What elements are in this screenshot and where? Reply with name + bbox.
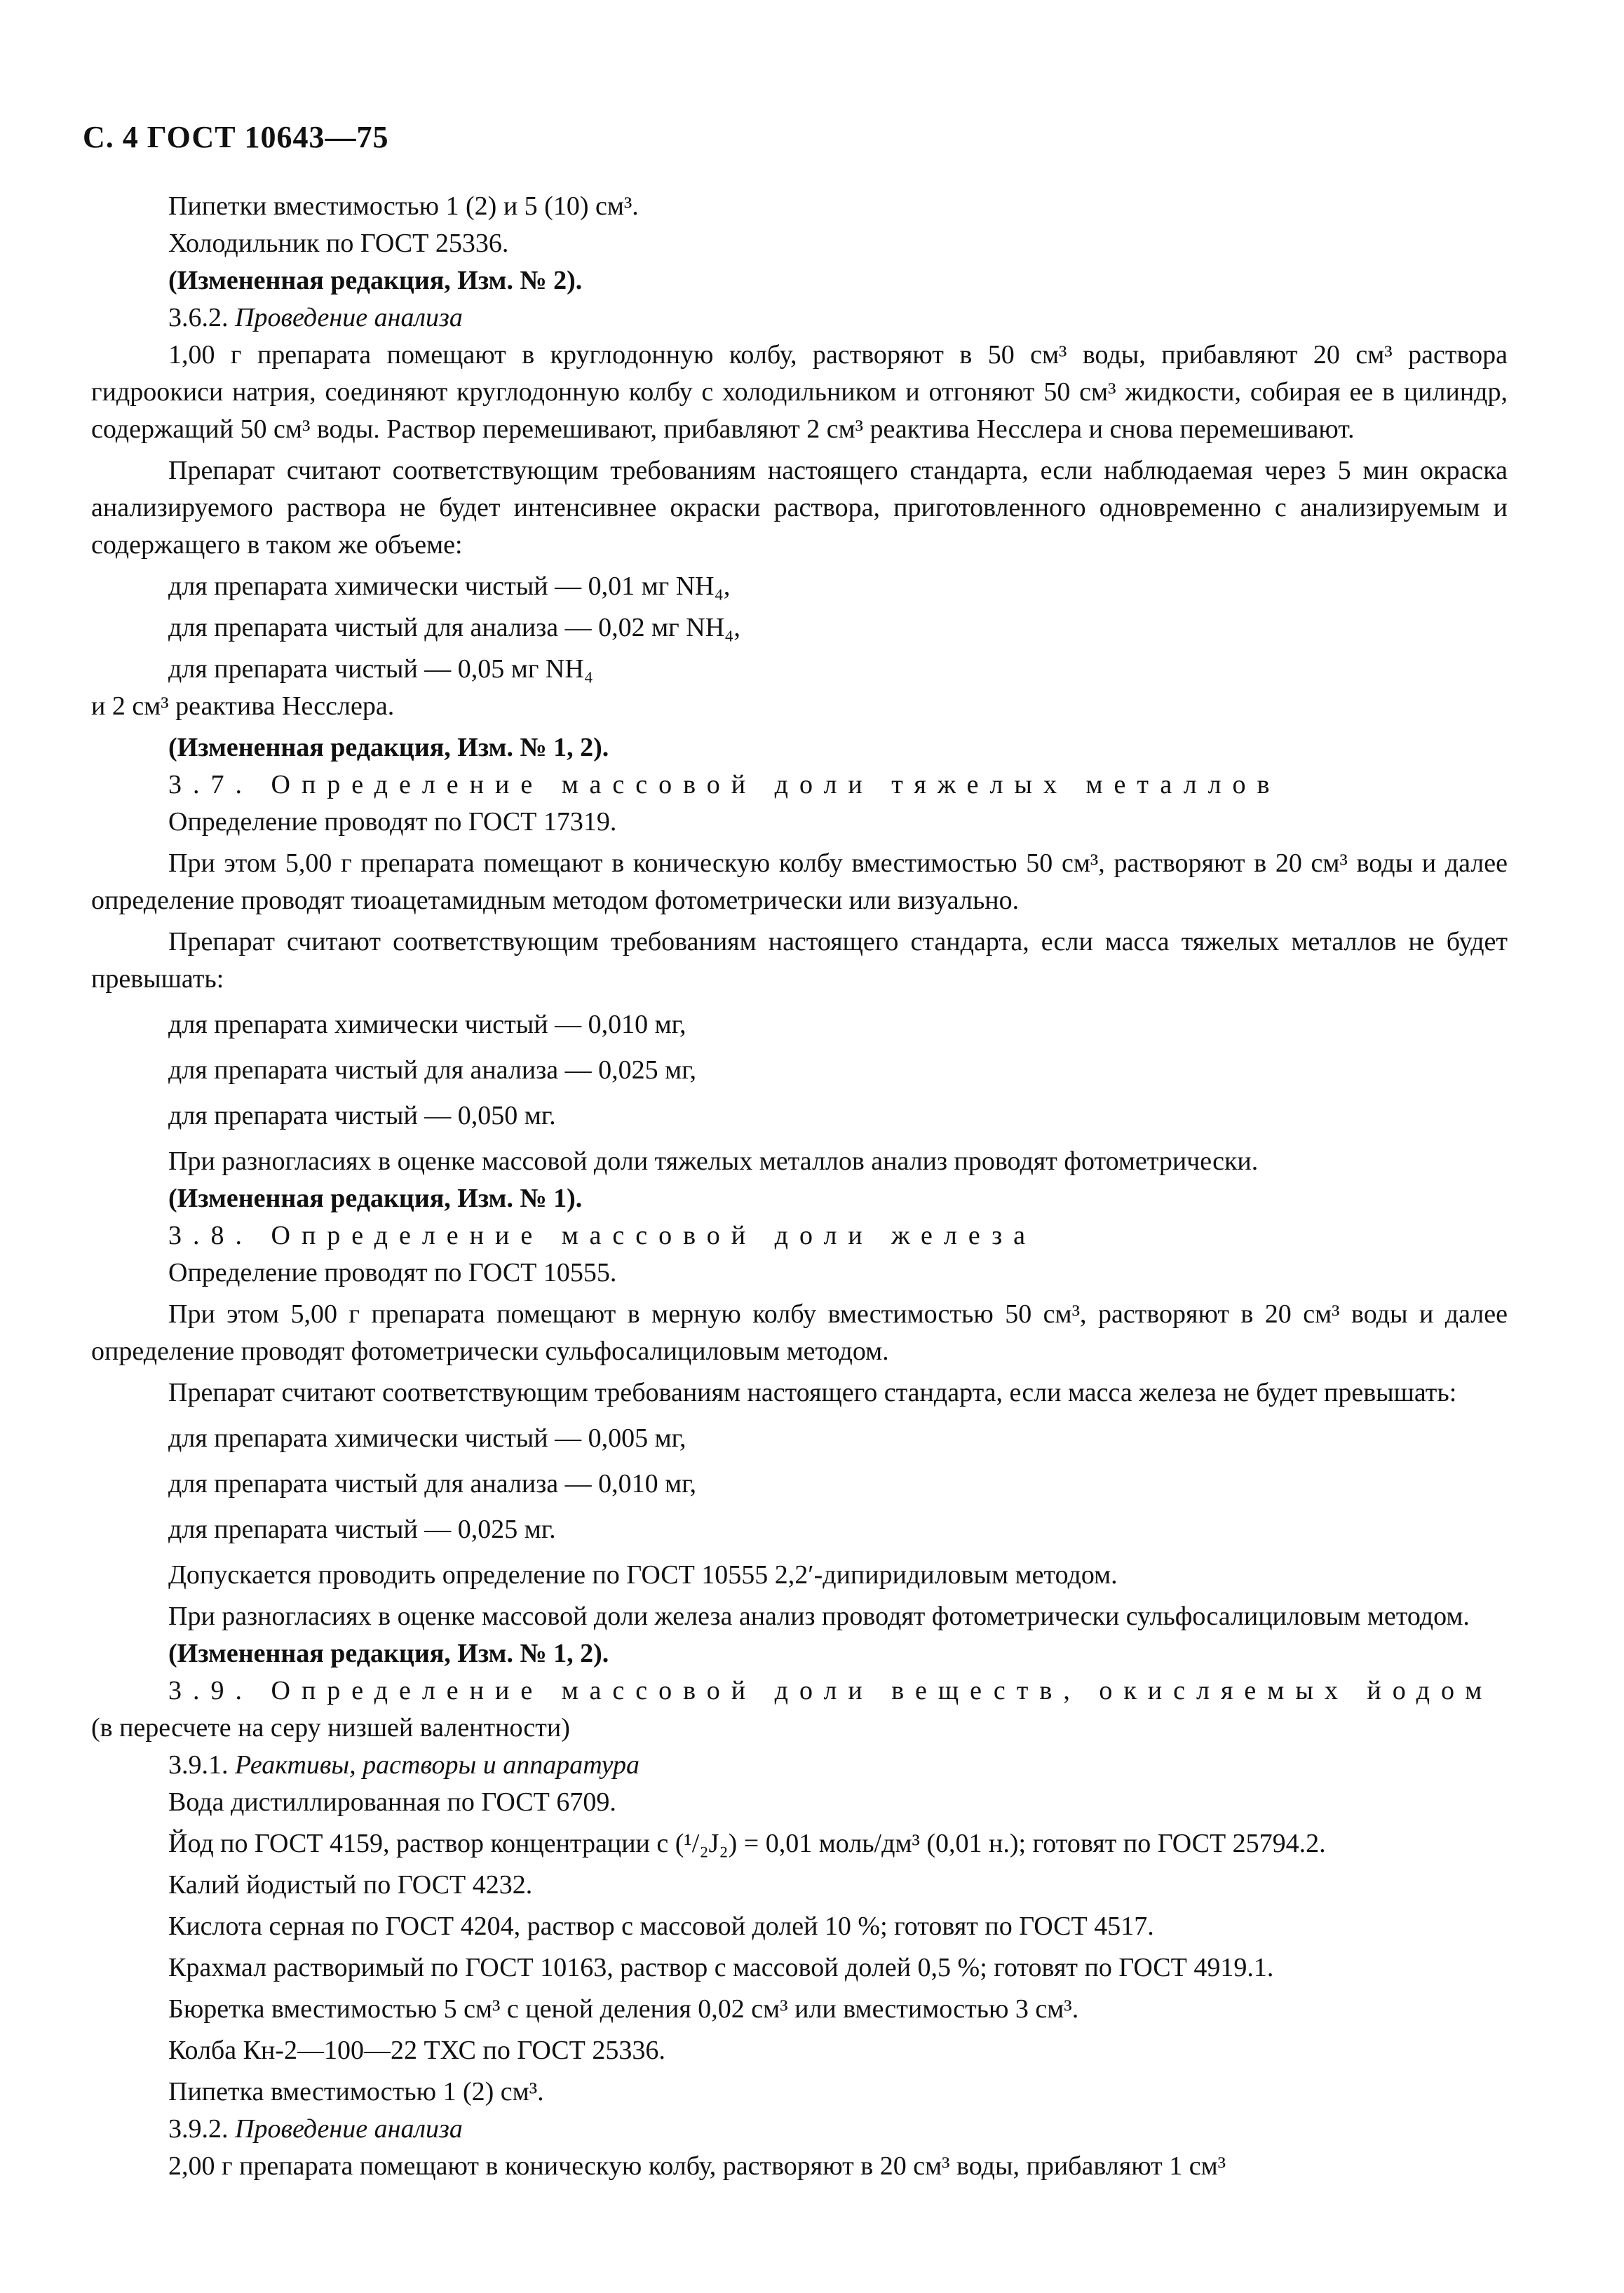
list-item: для препарата чистый для анализа — 0,025 мг, — [168, 1055, 696, 1085]
paragraph: Колба Кн-2—100—22 ТХС по ГОСТ 25336. — [168, 2036, 665, 2065]
paragraph: Крахмал растворимый по ГОСТ 10163, раствор с массовой долей 0,5 %; готовят по ГОСТ 4919.1. — [168, 1953, 1274, 1982]
amendment-note: (Измененная редакция, Изм. № 2). — [168, 266, 583, 295]
paragraph: При разногласиях в оценке массовой доли тяжелых металлов анализ проводят фотометрически. — [168, 1146, 1259, 1176]
amendment-note: (Измененная редакция, Изм. № 1). — [168, 1184, 583, 1213]
list-item: для препарата чистый для анализа — 0,010 мг, — [168, 1469, 696, 1499]
paragraph: Определение проводят по ГОСТ 10555. — [168, 1258, 617, 1287]
page-header: С. 4 ГОСТ 10643—75 — [83, 120, 389, 154]
section-heading: 3.7. Определение массовой доли тяжелых металлов — [168, 770, 1281, 799]
list-item: для препарата чистый для анализа — 0,02 мг NH₄, — [168, 613, 740, 642]
paragraph: При этом 5,00 г препарата помещают в коническую колбу вместимостью 50 см³, растворяют в 20 см³ воды и далее определение проводят тиоацетамидным методом фотометрически или визуально. — [91, 848, 1508, 915]
section-heading-continuation: (в пересчете на серу низшей валентности) — [91, 1713, 570, 1743]
subsection-heading: 3.6.2. Проведение анализа — [168, 303, 463, 332]
paragraph: 2,00 г препарата помещают в коническую колбу, растворяют в 20 см³ воды, прибавляют 1 см³ — [168, 2151, 1226, 2181]
paragraph: При разногласиях в оценке массовой доли железа анализ проводят фотометрически сульфосалициловым методом. — [168, 1602, 1470, 1631]
paragraph: При этом 5,00 г препарата помещают в мерную колбу вместимостью 50 см³, растворяют в 20 см³ воды и далее определение проводят фотометрически сульфосалициловым методом. — [91, 1299, 1508, 1366]
amendment-note: (Измененная редакция, Изм. № 1, 2). — [168, 733, 609, 762]
paragraph: 1,00 г препарата помещают в круглодонную колбу, растворяют в 50 см³ воды, прибавляют 20 см³ раствора гидроокиси натрия, соединяют круглодонную колбу с холодильником и отгоняют 50 см³ жидкости, собирая ее в цилиндр, содержащий 50 см³ воды. Раствор перемешивают, прибавляют 2 см³ реактива Несслера и снова перемешивают. — [91, 340, 1508, 444]
paragraph: Препарат считают соответствующим требованиям настоящего стандарта, если наблюдаемая через 5 мин окраска анализируемого раствора не будет интенсивнее окраски раствора, приготовленного одновременно с анализируемым и содержащего в таком же объеме: — [91, 456, 1508, 560]
paragraph: Пипетка вместимостью 1 (2) см³. — [168, 2077, 544, 2106]
amendment-note: (Измененная редакция, Изм. № 1, 2). — [168, 1639, 609, 1668]
list-item: для препарата чистый — 0,050 мг. — [168, 1101, 556, 1130]
paragraph: Холодильник по ГОСТ 25336. — [168, 229, 509, 258]
list-item: для препарата химически чистый — 0,01 мг NH₄, — [168, 571, 731, 601]
list-item: для препарата химически чистый — 0,005 мг, — [168, 1423, 686, 1453]
list-item: для препарата химически чистый — 0,010 мг, — [168, 1010, 686, 1039]
subsection-heading: 3.9.1. Реактивы, растворы и аппаратура — [168, 1750, 640, 1780]
paragraph: Определение проводят по ГОСТ 17319. — [168, 807, 617, 837]
paragraph: Бюретка вместимостью 5 см³ с ценой деления 0,02 см³ или вместимостью 3 см³. — [168, 1994, 1079, 2024]
section-heading: 3.9. Определение массовой доли веществ, окисляемых йодом — [168, 1676, 1494, 1705]
paragraph: Препарат считают соответствующим требованиям настоящего стандарта, если масса железа не будет превышать: — [168, 1378, 1457, 1407]
paragraph: Калий йодистый по ГОСТ 4232. — [168, 1870, 533, 1900]
paragraph: Йод по ГОСТ 4159, раствор концентрации с (¹/₂J₂) = 0,01 моль/дм³ (0,01 н.); готовят по ГОСТ 25794.2. — [168, 1829, 1326, 1858]
paragraph: Вода дистиллированная по ГОСТ 6709. — [168, 1787, 616, 1817]
paragraph: Допускается проводить определение по ГОСТ 10555 2,2′-дипиридиловым методом. — [168, 1560, 1118, 1590]
document-body — [91, 188, 1508, 2185]
paragraph: Препарат считают соответствующим требованиям настоящего стандарта, если масса тяжелых металлов не будет превышать: — [91, 927, 1508, 994]
paragraph: Пипетки вместимостью 1 (2) и 5 (10) см³. — [168, 191, 639, 221]
paragraph: и 2 см³ реактива Несслера. — [91, 691, 395, 721]
list-item: для препарата чистый — 0,025 мг. — [168, 1515, 556, 1544]
list-item: для препарата чистый — 0,05 мг NH₄ — [168, 654, 594, 684]
section-heading: 3.8. Определение массовой доли железа — [168, 1221, 1037, 1250]
subsection-heading: 3.9.2. Проведение анализа — [168, 2114, 463, 2144]
paragraph: Кислота серная по ГОСТ 4204, раствор с массовой долей 10 %; готовят по ГОСТ 4517. — [168, 1912, 1154, 1941]
